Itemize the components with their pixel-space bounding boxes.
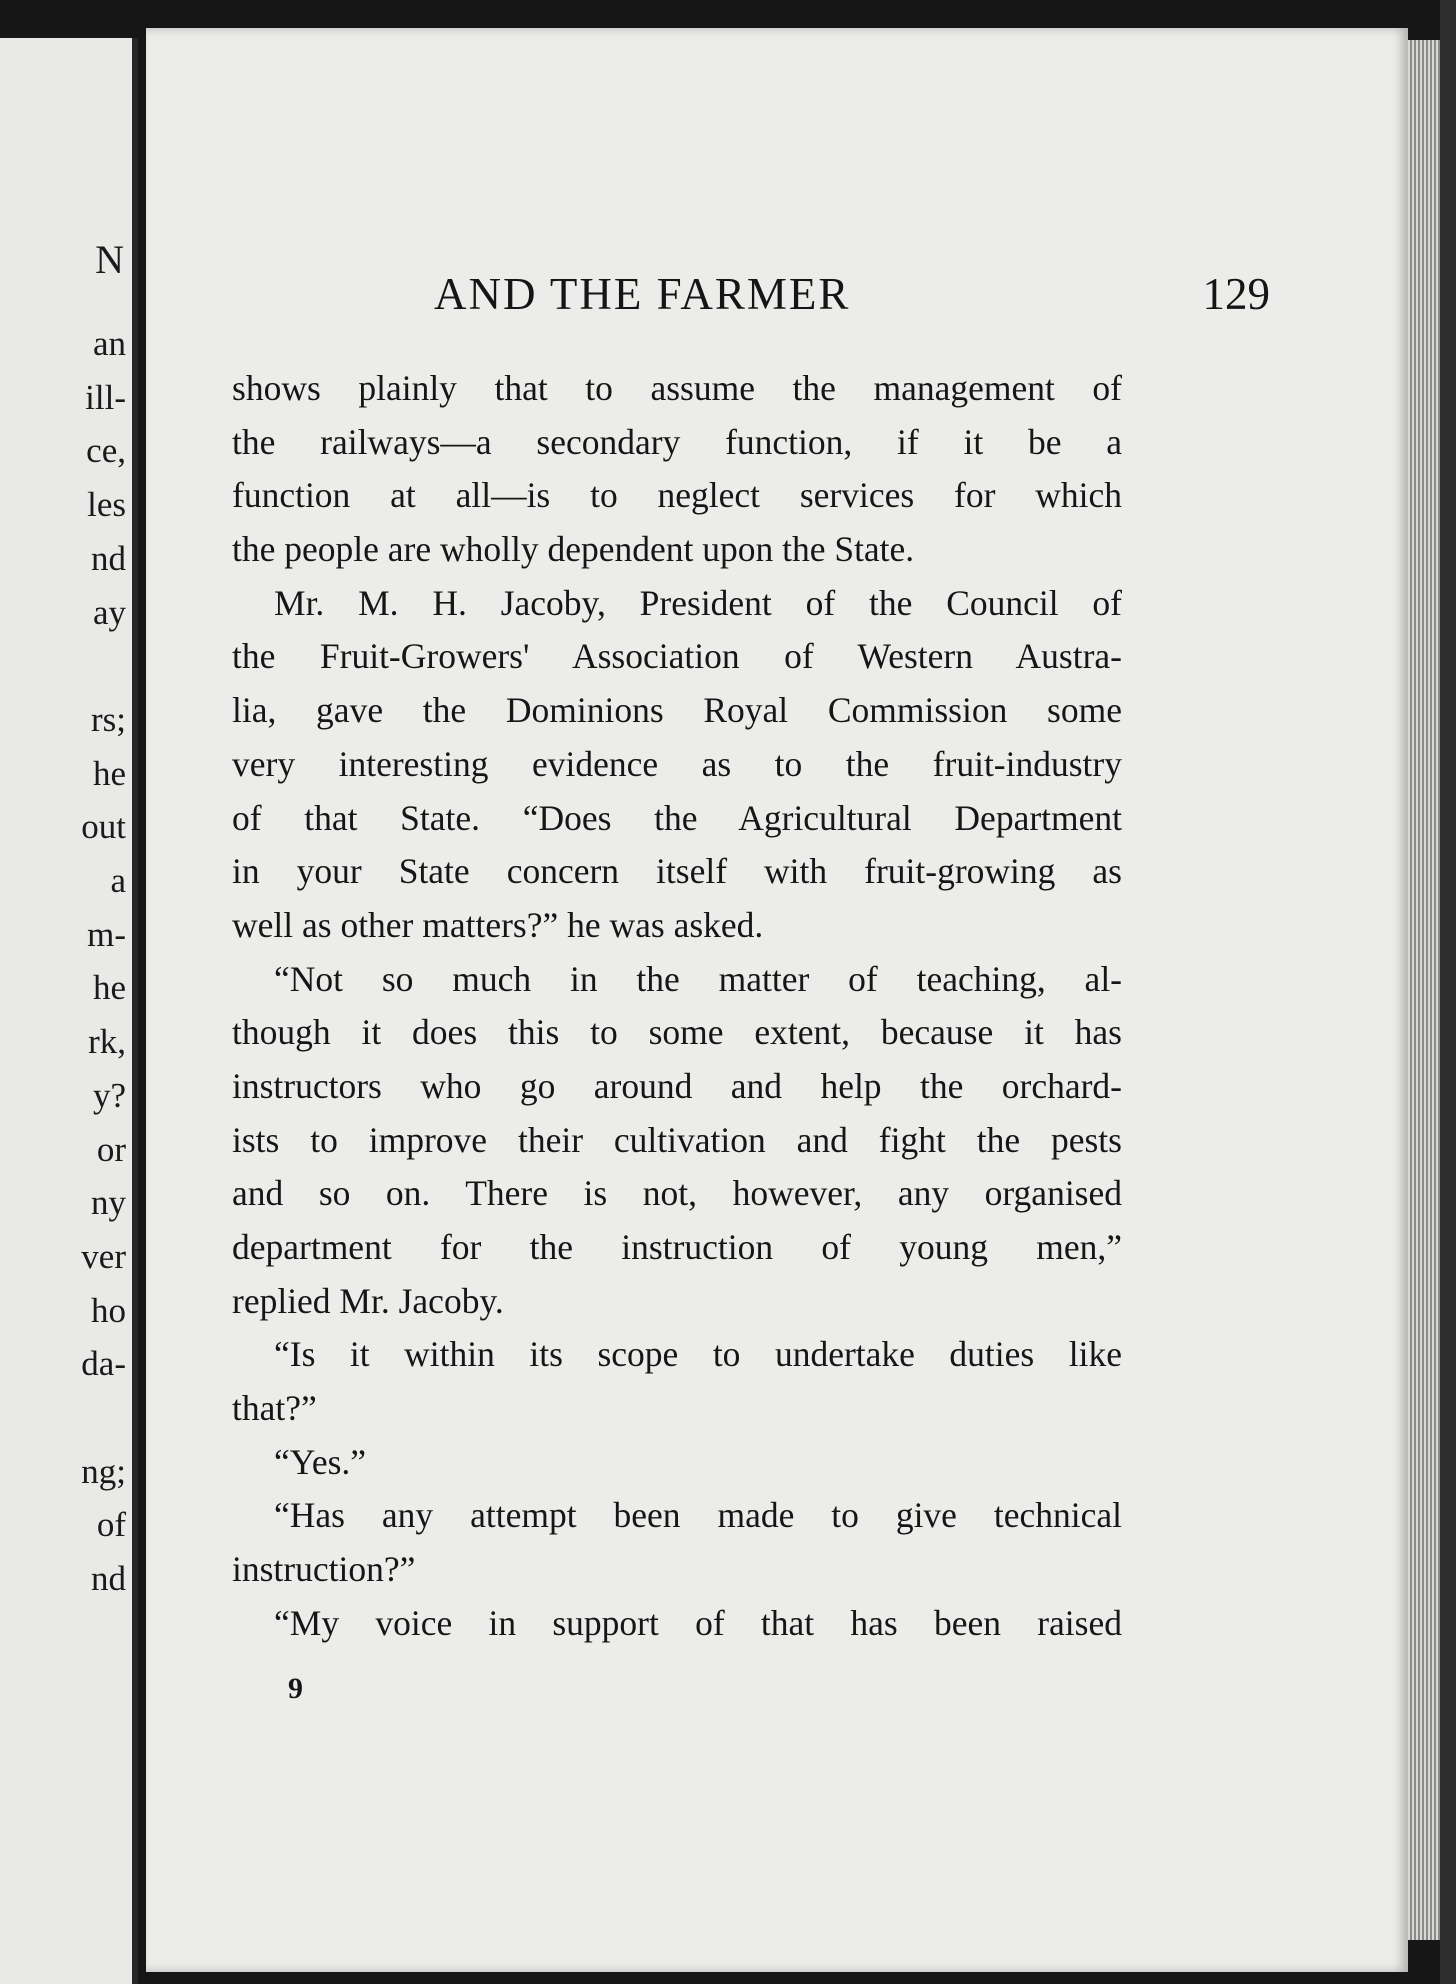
left-running-head: N [95, 237, 124, 282]
left-line-fragment: les [87, 485, 126, 525]
text-line: instruction?” [232, 1549, 416, 1590]
left-line-fragment: out [81, 807, 126, 847]
right-page [146, 28, 1408, 1972]
text-line: ists to improve their cultivation and fight the pests [232, 1119, 1122, 1160]
text-line: department for the instruction of young men,” [232, 1227, 1122, 1267]
text-line: of that State. “Does the Agricultural Department [232, 797, 1122, 838]
text-line: the Fruit-Growers' Association of Western Austra- [232, 636, 1122, 677]
page-number: 129 [1202, 269, 1270, 319]
text-line: “Yes.” [274, 1441, 367, 1482]
text-line: replied Mr. Jacoby. [232, 1280, 504, 1321]
text-line: well as other matters?” he was asked. [232, 904, 764, 945]
text-line: Mr. M. H. Jacoby, President of the Council of [274, 582, 1122, 623]
text-line: though it does this to some extent, because it has [232, 1012, 1122, 1053]
left-line-fragment: nd [91, 538, 126, 578]
left-line-fragment: ay [92, 592, 126, 632]
book-cover-edge [1440, 0, 1456, 1984]
signature-mark: 9 [288, 1672, 303, 1705]
left-line-fragment: rs; [91, 699, 126, 739]
text-line: that?” [232, 1388, 317, 1429]
text-line: very interesting evidence as to the fruit-industry [232, 743, 1122, 784]
left-line-fragment: or [96, 1129, 126, 1169]
left-line-fragment: ny [91, 1183, 126, 1223]
left-page-fragment [0, 38, 138, 1984]
text-line: instructors who go around and help the orchard- [232, 1065, 1122, 1106]
left-line-fragment: of [96, 1505, 126, 1545]
text-line: “Has any attempt been made to give technical [274, 1495, 1122, 1536]
text-line: the railways—a secondary function, if it be a [232, 421, 1122, 462]
text-line: in your State concern itself with fruit-growing as [232, 851, 1122, 892]
page-edges [1408, 40, 1440, 1940]
left-line-fragment: m- [87, 914, 126, 954]
text-line: “Is it within its scope to undertake duties like [274, 1334, 1122, 1375]
left-line-fragment: da- [81, 1344, 126, 1384]
left-line-fragment: nd [91, 1559, 126, 1599]
left-line-fragment: an [92, 324, 126, 363]
body-text [232, 362, 1122, 1651]
left-line-fragment: ill- [85, 377, 126, 417]
text-line: and so on. There is not, however, any organised [232, 1173, 1122, 1214]
left-line-fragment: a [110, 861, 126, 900]
text-line: lia, gave the Dominions Royal Commission some [232, 690, 1122, 731]
text-line: “My voice in support of that has been raised [274, 1602, 1122, 1643]
left-line-fragment: ver [81, 1236, 126, 1276]
left-line-fragment: rk, [88, 1022, 126, 1062]
left-line-fragment: ng; [81, 1451, 126, 1491]
running-head [146, 268, 1408, 318]
left-line-fragment: ho [91, 1290, 126, 1330]
text-line: shows plainly that to assume the management of [232, 368, 1122, 408]
left-line-fragment: ce, [86, 431, 126, 471]
running-title: AND THE FARMER [434, 269, 851, 319]
left-line-fragment: y? [92, 1075, 126, 1115]
left-line-fragment: he [92, 753, 126, 793]
text-line: the people are wholly dependent upon the State. [232, 529, 915, 570]
text-line: “Not so much in the matter of teaching, al- [274, 958, 1122, 999]
text-line: function at all—is to neglect services for which [232, 475, 1122, 516]
left-line-fragment: he [92, 968, 126, 1008]
